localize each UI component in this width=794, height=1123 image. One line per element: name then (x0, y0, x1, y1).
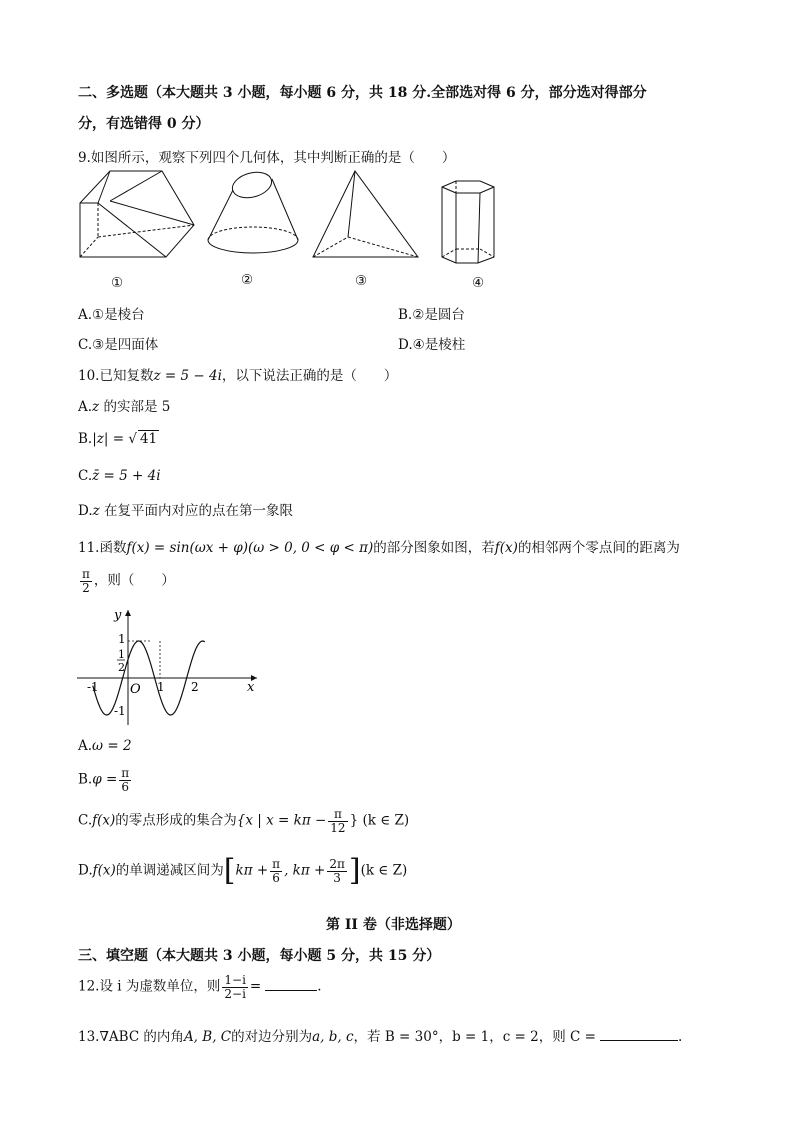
y-tick-1: 1 (118, 632, 126, 646)
fig-label-2: ② (241, 272, 254, 288)
q11-option-b: B.φ = $\frac{\pi}{6}$ (78, 766, 130, 794)
q9-option-a: A.①是棱台 (78, 307, 145, 323)
solid-2 (208, 168, 298, 253)
part2-title: 第 II 卷（非选择题） (326, 917, 461, 933)
y-tick-neg1: -1 (114, 704, 126, 718)
q13: 13.∇ABC 的内角A, B, C的对边分别为a, b, c，若 B = 30°，b = 1，c = 2，则 C = . (78, 1029, 683, 1045)
q11-option-c: C.f(x)的零点形成的集合为{x | x = kπ − $\frac{\pi}{12}$ } (k ∈ Z) (78, 807, 410, 835)
q9-option-d: D.④是棱柱 (398, 337, 466, 353)
q9-option-c: C.③是四面体 (78, 337, 159, 353)
solid-4 (442, 181, 494, 263)
q12-answer-blank[interactable] (265, 989, 317, 991)
q11-option-d: D.f(x)的单调递减区间为[kπ + $\frac{\pi}{6}$ , kπ + $\frac{2\pi}{3}$ ](k ∈ Z) (78, 853, 408, 888)
q11-sine-graph (72, 605, 272, 730)
origin-label: O (130, 682, 141, 697)
q9-solids-figure (70, 165, 500, 265)
x-axis-label: x (247, 680, 255, 695)
q10-option-b: B.|z| = √ 41 (78, 431, 158, 447)
q11-option-a: A.ω = 2 (78, 738, 132, 754)
q9-option-b: B.②是圆台 (398, 307, 465, 323)
q10-option-c: C.z̄ = 5 + 4i (78, 468, 161, 484)
fig-label-3: ③ (355, 273, 368, 289)
solid-1 (80, 171, 194, 257)
x-tick-2: 2 (191, 680, 199, 694)
section2-heading-line2: 分，有选错得 0 分） (78, 116, 210, 132)
q9-stem: 9.如图所示，观察下列四个几何体，其中判断正确的是（ ） (78, 150, 456, 166)
q11-stem-cont: $\frac{\pi}{2}$ ，则（ ） (82, 567, 175, 595)
section3-heading: 三、填空题（本大题共 3 小题，每小题 5 分，共 15 分） (78, 948, 441, 964)
x-tick-neg1: -1 (87, 680, 99, 694)
q10-option-d: D.z 在复平面内对应的点在第一象限 (78, 503, 294, 519)
q10-stem: 10.已知复数z = 5 − 4i，以下说法正确的是（ ） (78, 368, 398, 384)
y-axis-label: y (114, 608, 122, 623)
q13-answer-blank[interactable] (600, 1039, 678, 1041)
q12: 12.设 i 为虚数单位，则 $\frac{1-i}{2-i}$ = . (78, 973, 322, 1001)
y-tick-half-d: 2 (118, 661, 125, 674)
x-tick-1: 1 (157, 680, 165, 694)
fig-label-4: ④ (472, 275, 485, 291)
solid-3 (313, 171, 418, 257)
q11-stem: 11.函数f(x) = sin(ωx + φ)(ω > 0, 0 < φ < π)的部分图象如图，若f(x)的相邻两个零点间的距离为 (78, 540, 680, 556)
y-tick-half-n: 1 (118, 648, 125, 661)
fig-label-1: ① (111, 275, 124, 291)
section2-heading-line1: 二、多选题（本大题共 3 小题，每小题 6 分，共 18 分.全部选对得 6 分，部分选对得部分 (78, 85, 647, 101)
q10-option-a: A.z 的实部是 5 (78, 399, 171, 415)
